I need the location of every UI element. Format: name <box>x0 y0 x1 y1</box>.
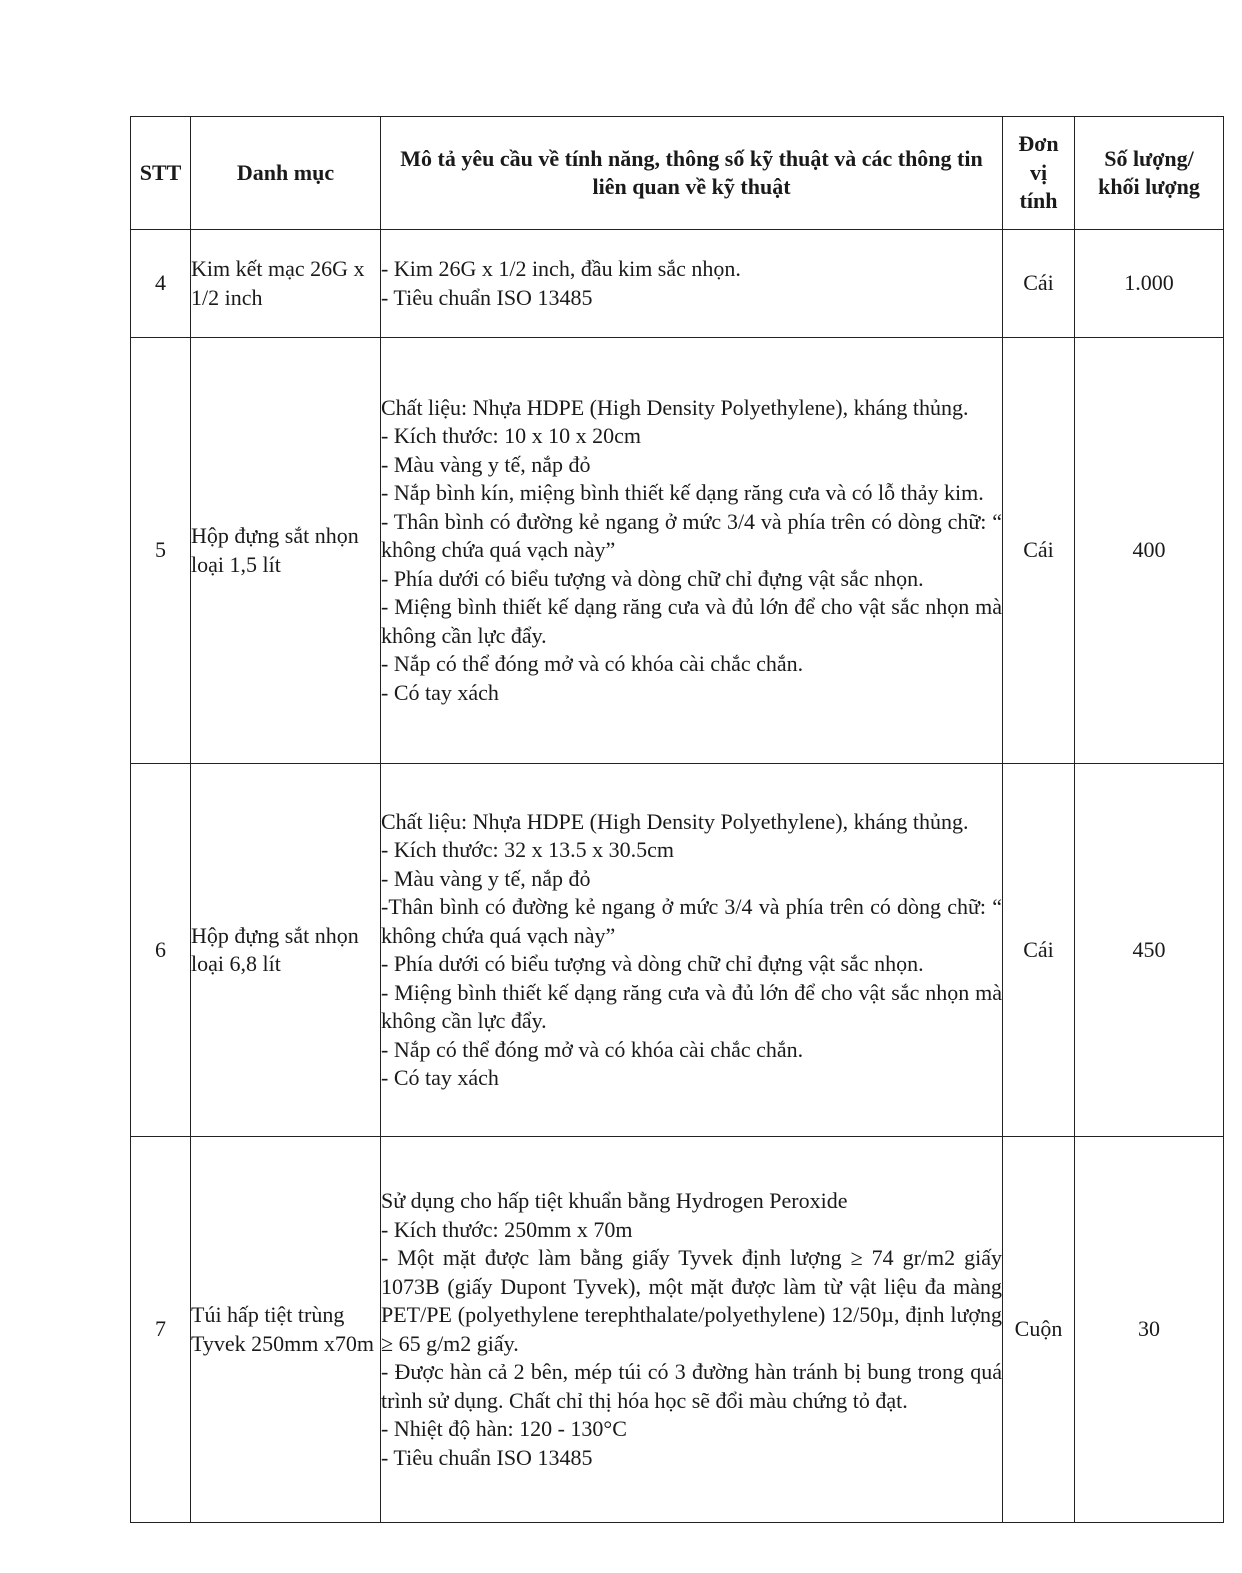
description-line: - Có tay xách <box>381 1065 499 1090</box>
row-description <box>381 338 1003 764</box>
row-description <box>381 230 1003 338</box>
row-description <box>381 1137 1003 1523</box>
description-line: - Nắp có thể đóng mở và có khóa cài chắc chắn. <box>381 651 804 677</box>
table-row <box>131 230 1224 338</box>
description-line: - Kích thước: 250mm x 70m <box>381 1216 633 1242</box>
header-quantity: Số lượng/ khối lượng <box>1075 117 1224 230</box>
description-line: - Kim 26G x 1/2 inch, đầu kim sắc nhọn. <box>381 256 741 281</box>
description-line: - Màu vàng y tế, nắp đỏ <box>381 451 591 477</box>
description-line: - Tiêu chuẩn ISO 13485 <box>381 284 593 310</box>
header-stt: STT <box>131 117 191 230</box>
row-quantity: 400 <box>1075 338 1224 764</box>
row-quantity: 450 <box>1075 764 1224 1137</box>
row-stt: 4 <box>131 230 191 338</box>
description-line: Chất liệu: Nhựa HDPE (High Density Polyethylene), kháng thủng. <box>381 808 969 834</box>
description-line: -Thân bình có đường kẻ ngang ở mức 3/4 và phía trên có dòng chữ: “ không chứa quá vạch này” <box>381 894 1002 948</box>
row-name: Hộp đựng sắt nhọn loại 6,8 lít <box>191 764 381 1137</box>
description-line: - Kích thước: 10 x 10 x 20cm <box>381 423 642 449</box>
header-unit: Đơn vị tính <box>1003 117 1075 230</box>
row-name: Hộp đựng sắt nhọn loại 1,5 lít <box>191 338 381 764</box>
row-unit: Cái <box>1003 338 1075 764</box>
row-name: Túi hấp tiệt trùng Tyvek 250mm x70m <box>191 1137 381 1523</box>
description-line: Chất liệu: Nhựa HDPE (High Density Polyethylene), kháng thủng. <box>381 394 969 420</box>
document-page <box>130 116 1224 1523</box>
row-unit: Cuộn <box>1003 1137 1075 1523</box>
description-line: - Có tay xách <box>381 679 499 705</box>
description-line: - Được hàn cả 2 bên, mép túi có 3 đường hàn tránh bị bung trong quá trình sử dụng. Chất chỉ thị hóa học sẽ đổi màu chứng tỏ đạt. <box>381 1359 1002 1413</box>
description-line: - Phía dưới có biểu tượng và dòng chữ chỉ đựng vật sắc nhọn. <box>381 565 924 591</box>
row-name: Kim kết mạc 26G x 1/2 inch <box>191 230 381 338</box>
specification-table <box>130 116 1224 1523</box>
row-description <box>381 764 1003 1137</box>
description-line: - Một mặt được làm bằng giấy Tyvek định lượng ≥ 74 gr/m2 giấy 1073B (giấy Dupont Tyvek), một mặt được làm từ vật liệu đa màng PET/PE (polyethylene terephthalate/polyethylene) 12/50µ, định lượng ≥ 65 g/m2 giấy. <box>381 1245 1002 1356</box>
table-header-row <box>131 117 1224 230</box>
description-line: - Nắp có thể đóng mở và có khóa cài chắc chắn. <box>381 1036 804 1062</box>
table-row <box>131 764 1224 1137</box>
description-line: - Nhiệt độ hàn: 120 - 130°C <box>381 1416 627 1441</box>
description-line: - Phía dưới có biểu tượng và dòng chữ chỉ đựng vật sắc nhọn. <box>381 951 924 976</box>
description-line: - Miệng bình thiết kế dạng răng cưa và đủ lớn để cho vật sắc nhọn mà không cần lực đẩy. <box>381 594 1002 648</box>
row-quantity: 30 <box>1075 1137 1224 1523</box>
description-line: - Tiêu chuẩn ISO 13485 <box>381 1444 593 1470</box>
row-stt: 6 <box>131 764 191 1137</box>
table-row <box>131 1137 1224 1523</box>
row-unit: Cái <box>1003 764 1075 1137</box>
description-line: - Kích thước: 32 x 13.5 x 30.5cm <box>381 837 675 862</box>
description-line: - Màu vàng y tế, nắp đỏ <box>381 865 591 891</box>
description-line: - Thân bình có đường kẻ ngang ở mức 3/4 và phía trên có dòng chữ: “ không chứa quá vạch này” <box>381 508 1002 563</box>
row-quantity: 1.000 <box>1075 230 1224 338</box>
row-stt: 5 <box>131 338 191 764</box>
table-row <box>131 338 1224 764</box>
description-line: - Miệng bình thiết kế dạng răng cưa và đủ lớn để cho vật sắc nhọn mà không cần lực đẩy. <box>381 979 1002 1033</box>
row-unit: Cái <box>1003 230 1075 338</box>
description-line: Sử dụng cho hấp tiệt khuẩn bằng Hydrogen Peroxide <box>381 1188 848 1213</box>
row-stt: 7 <box>131 1137 191 1523</box>
header-description: Mô tả yêu cầu về tính năng, thông số kỹ thuật và các thông tin liên quan về kỹ thuật <box>381 117 1003 230</box>
header-name: Danh mục <box>191 117 381 230</box>
description-line: - Nắp bình kín, miệng bình thiết kế dạng răng cưa và có lỗ thảy kim. <box>381 480 984 506</box>
